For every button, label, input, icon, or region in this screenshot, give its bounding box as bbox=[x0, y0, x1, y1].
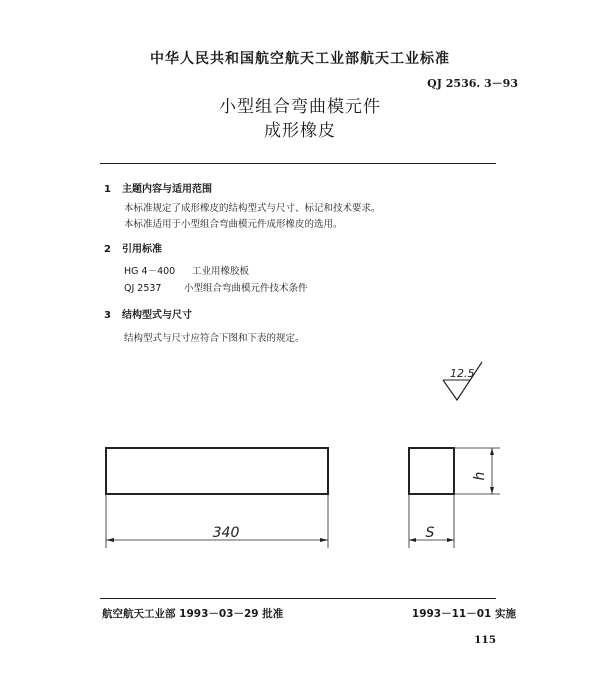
arrow-head bbox=[447, 538, 454, 542]
arrow-head bbox=[490, 487, 494, 494]
arrow-head bbox=[490, 448, 494, 455]
page-number: 115 bbox=[474, 634, 496, 646]
section-3-paragraph-1: 结构型式与尺寸应符合下图和下表的规定。 bbox=[124, 333, 305, 344]
arrow-head bbox=[409, 538, 416, 542]
issuing-organization: 中华人民共和国航空航天工业部航天工业标准 bbox=[150, 51, 450, 67]
front-view-outline bbox=[106, 448, 328, 494]
document-subtitle: 成形橡皮 bbox=[264, 121, 336, 141]
approval-date: 航空航天工业部 1993－03－29 批准 bbox=[102, 608, 284, 620]
footer-divider bbox=[100, 598, 496, 599]
reference-title: 工业用橡胶板 bbox=[192, 266, 250, 277]
implementation-date: 1993－11－01 实施 bbox=[411, 608, 516, 620]
document-title: 小型组合弯曲模元件 bbox=[219, 97, 381, 117]
section-1-paragraph-2: 本标准适用于小型组合弯曲模元件成形橡皮的选用。 bbox=[124, 219, 343, 230]
length-dimension-value: 340 bbox=[212, 525, 240, 541]
reference-code: HG 4－400 bbox=[124, 266, 176, 277]
section-number: 1 bbox=[104, 184, 111, 195]
arrow-head bbox=[106, 538, 114, 542]
height-dimension-value: h bbox=[472, 471, 488, 481]
reference-code: QJ 2537 bbox=[124, 283, 162, 294]
section-number: 3 bbox=[104, 310, 111, 321]
roughness-value: 12.5 bbox=[450, 367, 475, 380]
surface-roughness-symbol bbox=[443, 362, 482, 400]
section-title: 结构型式与尺寸 bbox=[122, 310, 192, 321]
section-title: 引用标准 bbox=[122, 244, 162, 255]
arrow-head bbox=[320, 538, 328, 542]
reference-title: 小型组合弯曲模元件技术条件 bbox=[184, 283, 308, 294]
section-number: 2 bbox=[104, 244, 111, 255]
section-1-paragraph-1: 本标准规定了成形橡皮的结构型式与尺寸、标记和技术要求。 bbox=[124, 203, 381, 214]
width-dimension-value: S bbox=[425, 525, 435, 541]
standard-number: QJ 2536. 3－93 bbox=[427, 77, 518, 90]
section-title: 主题内容与适用范围 bbox=[122, 184, 212, 195]
side-view-outline bbox=[409, 448, 454, 494]
